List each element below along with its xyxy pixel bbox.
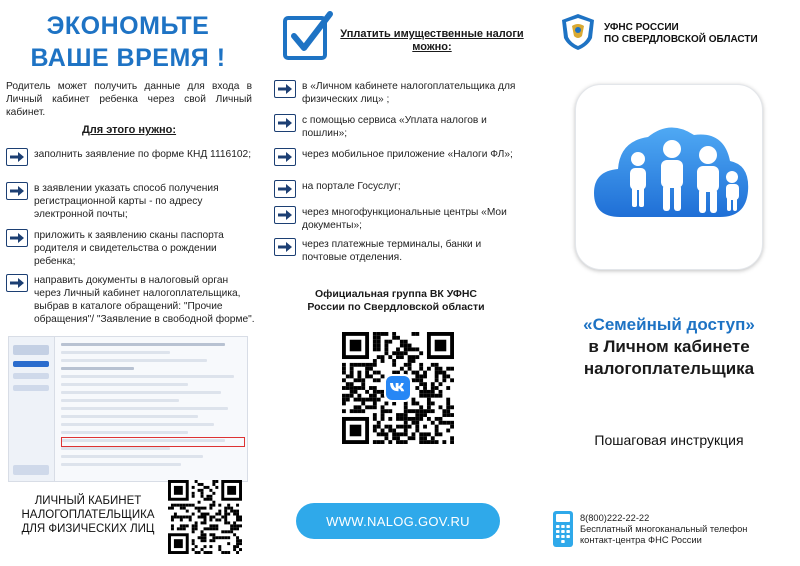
right-panel	[538, 0, 800, 566]
org-name-line-1: УФНС РОССИИ	[604, 22, 679, 33]
qr-code-icon[interactable]	[342, 332, 454, 444]
screenshot-content	[61, 343, 243, 471]
arrow-right-icon	[274, 238, 296, 256]
highlight-frame	[61, 437, 245, 447]
step-item	[6, 148, 256, 166]
cabinet-screenshot	[8, 336, 248, 482]
headline-line-2: ВАШЕ ВРЕМЯ !	[30, 44, 226, 72]
pay-method	[274, 238, 528, 264]
pay-method	[274, 180, 528, 198]
arrow-right-icon	[6, 274, 28, 292]
arrow-right-icon	[274, 148, 296, 166]
screenshot-sidebar	[9, 337, 55, 481]
hotline-desc-2: контакт-центра ФНС России	[580, 535, 702, 545]
pay-method-text: на портале Госуслуг;	[302, 181, 401, 192]
checkmark-icon	[282, 10, 334, 62]
hotline-number[interactable]: 8(800)222-22-22	[580, 513, 650, 523]
step-item	[6, 229, 256, 268]
pay-method	[274, 114, 528, 140]
pay-method-text: через многофункциональные центры «Мои документы»;	[302, 207, 507, 231]
arrow-right-icon	[274, 206, 296, 224]
step-text: направить документы в налоговый орган через Личный кабинет налогоплательщика, выбрав в каталоге обращений: "Прочие обращения"/ "Заявление в свободной форме".	[34, 275, 255, 325]
pay-method-text: через мобильное приложение «Налоги ФЛ»;	[302, 149, 513, 160]
step-text: заполнить заявление по форме КНД 1116102;	[34, 149, 252, 160]
pay-method-text: через платежные терминалы, банки и почтовые отделения.	[302, 239, 482, 263]
pay-method-text: в «Личном кабинете налогоплательщика для физических лиц» ;	[302, 81, 516, 105]
hotline-desc-1: Бесплатный многоканальный телефон	[580, 524, 748, 534]
left-panel	[0, 0, 258, 566]
arrow-right-icon	[274, 80, 296, 98]
hotline-info	[580, 513, 747, 546]
pay-method	[274, 80, 528, 106]
step-text: в заявлении указать способ получения регистрационной карты - по адресу электронной почты;	[34, 183, 219, 220]
guide-subtitle: Пошаговая инструкция	[594, 432, 744, 448]
family-cloud-icon	[575, 84, 763, 270]
lk-label: ЛИЧНЫЙ КАБИНЕТ НАЛОГОПЛАТЕЛЬЩИКА ДЛЯ ФИЗИЧЕСКИХ ЛИЦ	[21, 495, 155, 535]
phone-icon	[552, 510, 574, 548]
vk-group-title: Официальная группа ВК УФНС России по Свердловской области	[307, 288, 485, 313]
promo-line-3: налогоплательщика	[583, 359, 755, 378]
step-item	[6, 182, 256, 221]
pay-method	[274, 206, 528, 232]
middle-panel	[266, 0, 530, 566]
headline	[10, 10, 246, 74]
pay-method	[274, 148, 528, 166]
promo-line-2: в Личном кабинете	[588, 337, 750, 356]
arrow-right-icon	[6, 229, 28, 247]
pay-method-text: с помощью сервиса «Уплата налогов и пошлин»;	[302, 115, 487, 139]
arrow-right-icon	[274, 180, 296, 198]
promo-title	[548, 314, 790, 380]
vk-icon	[384, 374, 412, 402]
step-text: приложить к заявлению сканы паспорта родителя и свидетельства о рождении ребенка;	[34, 230, 224, 267]
arrow-right-icon	[274, 114, 296, 132]
nalog-website-link[interactable]: WWW.NALOG.GOV.RU	[296, 503, 500, 539]
requirements-title: Для этого нужно:	[81, 124, 177, 136]
headline-line-1: ЭКОНОМЬТЕ	[46, 12, 210, 40]
promo-line-1: «Семейный доступ»	[583, 315, 755, 334]
intro-text: Родитель может получить данные для входа в Личный кабинет ребенка через свой Личный кабинет.	[6, 81, 252, 118]
pay-title: Уплатить имущественные налоги можно:	[340, 28, 524, 53]
org-name	[604, 22, 758, 46]
arrow-right-icon	[6, 182, 28, 200]
arrow-right-icon	[6, 148, 28, 166]
fns-emblem-icon	[558, 12, 598, 52]
step-item	[6, 274, 256, 326]
org-name-line-2: ПО СВЕРДЛОВСКОЙ ОБЛАСТИ	[604, 34, 758, 45]
qr-code-icon[interactable]	[168, 480, 242, 554]
